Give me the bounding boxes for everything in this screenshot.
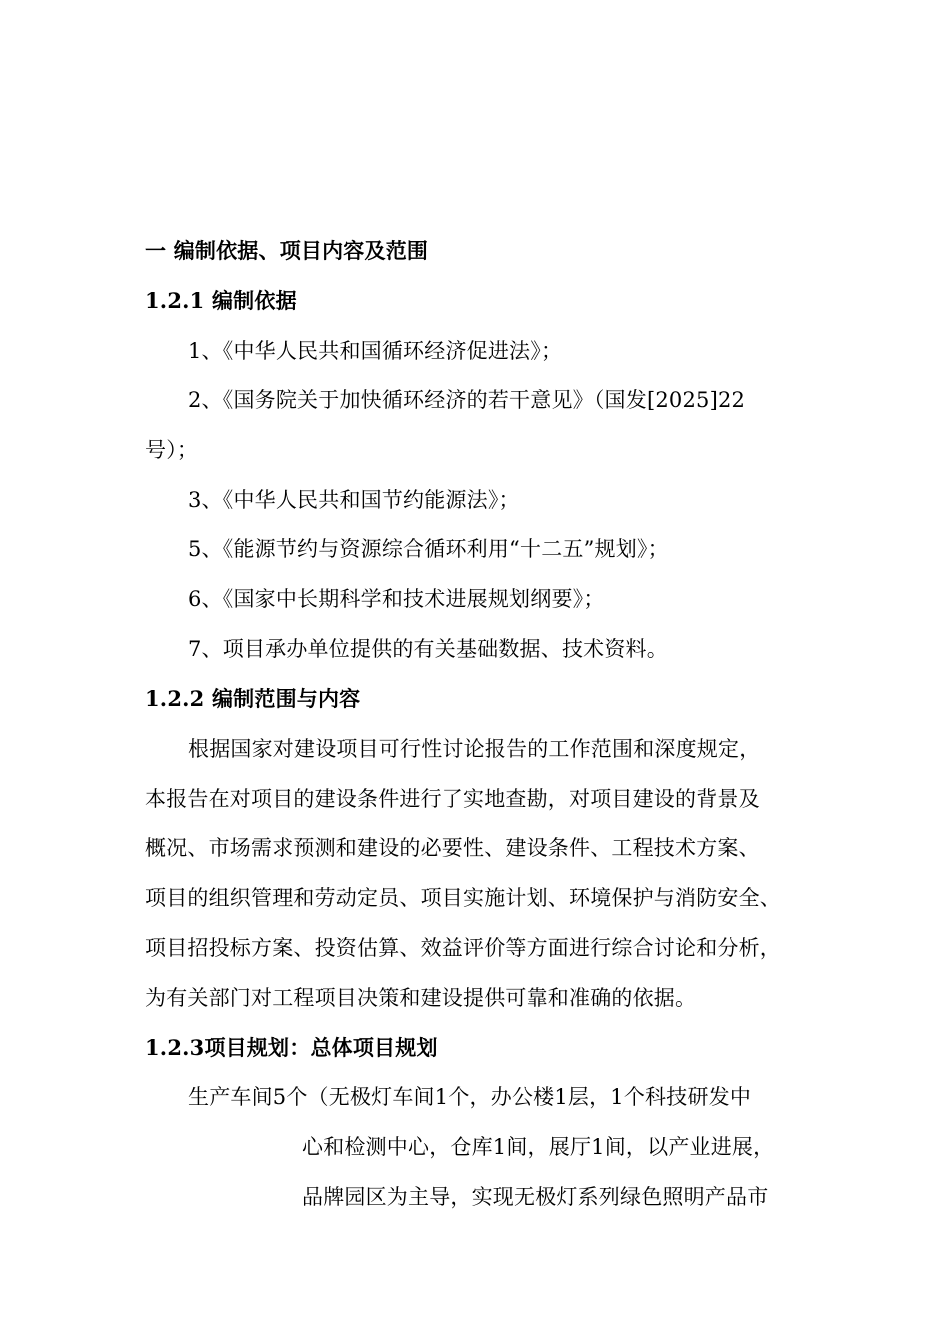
basis-item: 2、《国务院关于加快循环经济的若干意见》（国发[2025]22: [188, 388, 746, 412]
scope-paragraph-line: 为有关部门对工程项目决策和建设提供可靠和准确的依据。: [145, 986, 697, 1010]
planning-paragraph-line: 心和检测中心，仓库1间，展厅1间，以产业进展，: [302, 1135, 775, 1159]
scope-paragraph-line: 本报告在对项目的建设条件进行了实地查勘，对项目建设的背景及: [145, 787, 760, 811]
basis-heading: 1.2.1 编制依据: [145, 288, 297, 313]
basis-item-continuation: 号）；: [145, 438, 199, 462]
basis-item: 3、《中华人民共和国节约能源法》；: [188, 488, 520, 512]
section-title: 一 编制依据、项目内容及范围: [145, 238, 429, 263]
planning-heading: 1.2.3项目规划：总体项目规划: [145, 1035, 438, 1060]
basis-item: 1、《中华人民共和国循环经济促进法》；: [188, 339, 563, 363]
basis-item: 5、《能源节约与资源综合循环利用“十二五”规划》；: [188, 537, 669, 561]
scope-paragraph-line: 概况、市场需求预测和建设的必要性、建设条件、工程技术方案、: [145, 836, 760, 860]
basis-item: 6、《国家中长期科学和技术进展规划纲要》；: [188, 587, 605, 611]
scope-paragraph-line: 项目的组织管理和劳动定员、项目实施计划、环境保护与消防安全、: [145, 886, 781, 910]
scope-paragraph-line: 项目招投标方案、投资估算、效益评价等方面进行综合讨论和分析，: [145, 936, 781, 960]
scope-paragraph-line: 根据国家对建设项目可行性讨论报告的工作范围和深度规定，: [188, 737, 761, 761]
basis-item: 7、项目承办单位提供的有关基础数据、技术资料。: [188, 637, 668, 661]
planning-paragraph-line: 生产车间5个（无极灯车间1个，办公楼1层，1个科技研发中: [188, 1085, 752, 1109]
planning-paragraph-line: 品牌园区为主导，实现无极灯系列绿色照明产品市: [302, 1185, 769, 1209]
scope-heading: 1.2.2 编制范围与内容: [145, 686, 361, 711]
